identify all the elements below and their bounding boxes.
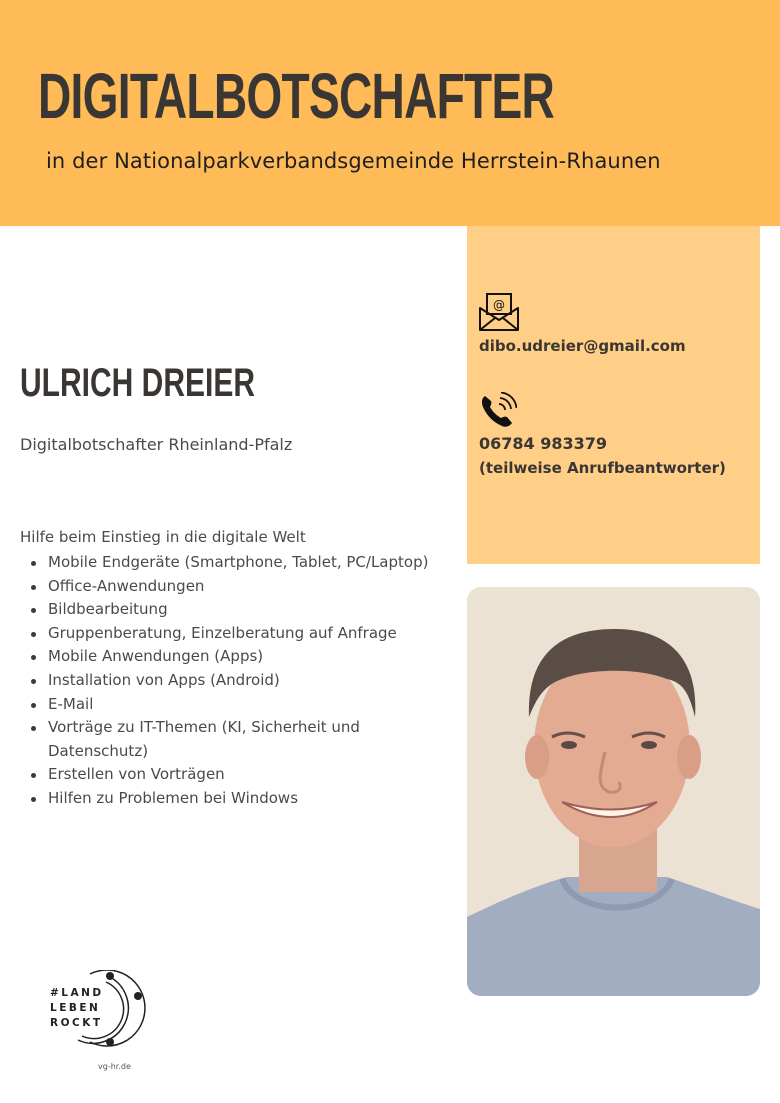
logo-wordmark: #LAND LEBEN ROCKT xyxy=(50,987,104,1029)
list-item: Office-Anwendungen xyxy=(28,575,448,599)
list-item: Erstellen von Vorträgen xyxy=(28,763,448,787)
page-title: DIGITALBOTSCHAFTER xyxy=(38,60,555,132)
phone-ringing-icon xyxy=(479,392,517,430)
services-intro: Hilfe beim Einstieg in die digitale Welt xyxy=(20,528,306,546)
list-item: Bildbearbeitung xyxy=(28,598,448,622)
list-item: Hilfen zu Problemen bei Windows xyxy=(28,787,448,811)
email-envelope-icon xyxy=(479,292,519,332)
list-item: E-Mail xyxy=(28,693,448,717)
contact-phone[interactable]: 06784 983379 xyxy=(479,434,608,453)
header-banner xyxy=(0,0,780,226)
portrait-photo xyxy=(467,587,760,996)
person-role: Digitalbotschafter Rheinland-Pfalz xyxy=(20,435,293,454)
svg-text:@: @ xyxy=(493,298,505,312)
list-item: Installation von Apps (Android) xyxy=(28,669,448,693)
contact-email[interactable]: dibo.udreier@gmail.com xyxy=(479,337,686,355)
person-name: ULRICH DREIER xyxy=(20,361,256,405)
contact-phone-note: (teilweise Anrufbeantworter) xyxy=(479,459,726,477)
list-item: Gruppenberatung, Einzelberatung auf Anfrage xyxy=(28,622,448,646)
list-item: Vorträge zu IT-Themen (KI, Sicherheit und Datenschutz) xyxy=(28,716,448,763)
logo-url[interactable]: vg-hr.de xyxy=(98,1062,131,1071)
list-item: Mobile Endgeräte (Smartphone, Tablet, PC/Laptop) xyxy=(28,551,448,575)
page-subtitle: in der Nationalparkverbandsgemeinde Herrstein-Rhaunen xyxy=(46,149,661,173)
list-item: Mobile Anwendungen (Apps) xyxy=(28,645,448,669)
portrait-illustration xyxy=(467,587,760,996)
services-list xyxy=(28,551,448,811)
